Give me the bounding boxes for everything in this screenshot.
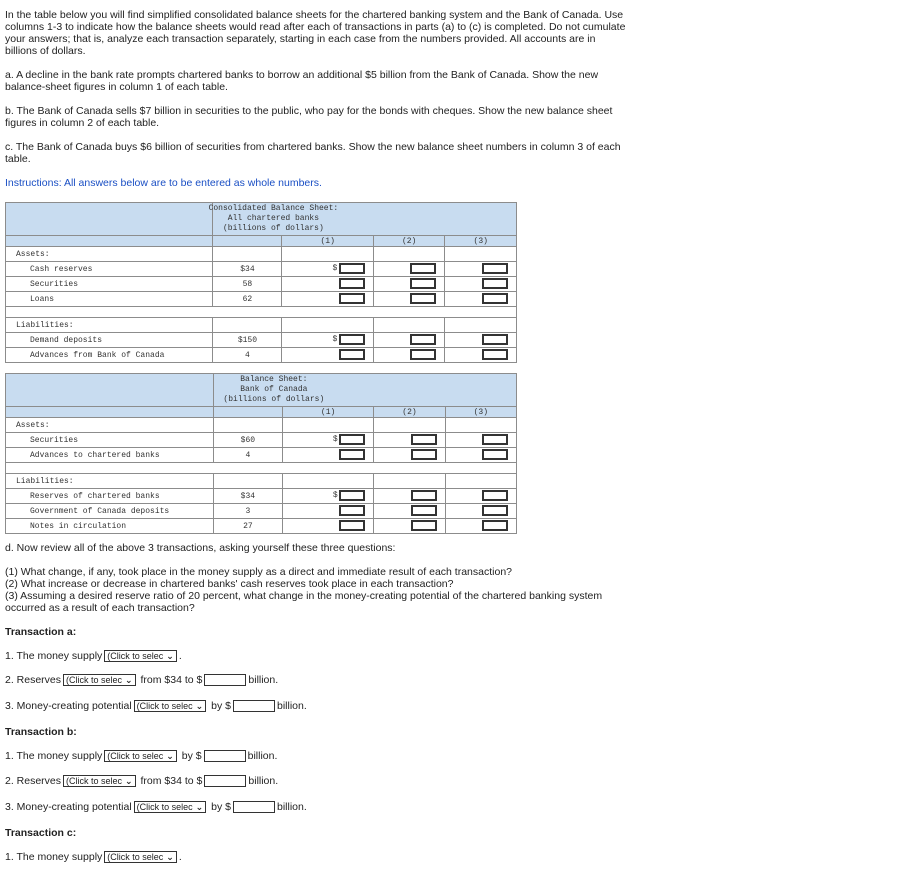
transaction-a-heading: Transaction a: — [5, 626, 77, 638]
table2-units: (billions of dollars) — [223, 395, 325, 404]
row-value: 4 — [213, 348, 282, 363]
table2-subtitle: Bank of Canada — [240, 385, 308, 394]
cash-reserves-col2-input[interactable] — [410, 263, 436, 274]
chevron-down-icon: ⌄ — [166, 852, 174, 863]
select-placeholder: (Click to selec — [66, 776, 123, 787]
assets-label: Assets: — [6, 418, 214, 433]
reserves-amount-input[interactable] — [204, 775, 246, 787]
cash-reserves-col1-input[interactable] — [339, 263, 365, 274]
bank-of-canada-balance-sheet — [5, 373, 517, 534]
securities-col1-input[interactable] — [339, 278, 365, 289]
chevron-down-icon: ⌄ — [125, 776, 133, 787]
table2-title: Balance Sheet: — [240, 375, 308, 384]
row-value: 27 — [213, 519, 282, 534]
billion-label: billion. — [248, 674, 279, 686]
from-label: from $34 to $ — [140, 775, 203, 787]
boc-advances-col2-input[interactable] — [411, 449, 437, 460]
select-placeholder: (Click to selec — [107, 751, 164, 762]
chevron-down-icon: ⌄ — [166, 651, 174, 662]
question-2: (2) What increase or decrease in chartered banks' cash reserves took place in each transaction? — [5, 578, 454, 590]
period: . — [178, 851, 182, 863]
dollar-sign: $ — [332, 264, 338, 273]
row-value: 4 — [213, 448, 282, 463]
billion-label: billion. — [277, 700, 307, 712]
row-label: Notes in circulation — [6, 519, 214, 534]
potential-select[interactable] — [134, 801, 207, 813]
dollar-sign: $ — [332, 435, 338, 444]
loans-col1-input[interactable] — [339, 293, 365, 304]
dollar-sign: $ — [332, 335, 338, 344]
row-label: Government of Canada deposits — [6, 504, 214, 519]
row-value: $34 — [213, 262, 282, 277]
row-value: 3 — [213, 504, 282, 519]
securities-col2-input[interactable] — [410, 278, 436, 289]
reserves-select[interactable] — [63, 775, 136, 787]
chevron-down-icon: ⌄ — [125, 675, 133, 686]
part-b-text: b. The Bank of Canada sells $7 billion in securities to the public, who pay for the bonds with cheques. Show the new balance sheet figures in column 2 of each table. — [5, 105, 613, 129]
part-c-text: c. The Bank of Canada buys $6 billion of securities from chartered banks. Show the new balance sheet numbers in column 3 of each table. — [5, 141, 621, 165]
demand-deposits-col2-input[interactable] — [410, 334, 436, 345]
potential-select[interactable] — [134, 700, 207, 712]
row-value: 62 — [213, 292, 282, 307]
transaction-a-q2 — [5, 673, 278, 687]
select-placeholder: (Click to selec — [66, 675, 123, 686]
boc-securities-col3-input[interactable] — [482, 434, 508, 445]
by-label: by $ — [211, 801, 231, 813]
select-placeholder: (Click to selec — [107, 852, 164, 863]
reserves-label: 2. Reserves — [5, 775, 62, 787]
table1-col2-header: (2) — [373, 236, 445, 247]
table1-units: (billions of dollars) — [222, 224, 324, 233]
demand-deposits-col3-input[interactable] — [482, 334, 508, 345]
reserves-label: 2. Reserves — [5, 674, 62, 686]
billion-label: billion. — [247, 750, 278, 762]
row-value: 58 — [213, 277, 282, 292]
period: . — [178, 650, 182, 662]
money-supply-label: 1. The money supply — [5, 650, 103, 662]
from-label: from $34 to $ — [140, 674, 203, 686]
loans-col2-input[interactable] — [410, 293, 436, 304]
row-label: Reserves of chartered banks — [6, 489, 214, 504]
boc-notes-col2-input[interactable] — [411, 520, 437, 531]
row-label: Advances from Bank of Canada — [6, 348, 213, 363]
liabilities-label: Liabilities: — [6, 474, 214, 489]
transaction-a-q1 — [5, 649, 182, 663]
instructions-text: Instructions: All answers below are to be entered as whole numbers. — [5, 177, 322, 189]
row-value: $34 — [213, 489, 282, 504]
row-label: Securities — [6, 277, 213, 292]
intro-text: In the table below you will find simplified consolidated balance sheets for the chartered banking system and the Bank of Canada. Use columns 1-3 to indicate how the balance sheets would read after each of transactions in parts (a) to (c) is completed. Do not cumulate your answers; that is, analyze each transaction separately, starting in each case from the numbers provided. All accounts are in billions of dollars. — [5, 9, 626, 57]
row-label: Demand deposits — [6, 333, 213, 348]
reserves-amount-input[interactable] — [204, 674, 246, 686]
question-3: (3) Assuming a desired reserve ratio of 20 percent, what change in the money-creating potential of the chartered banking system occurred as a result of each transaction? — [5, 590, 603, 614]
transaction-b-q3 — [5, 800, 307, 814]
row-value: $150 — [213, 333, 282, 348]
boc-advances-col1-input[interactable] — [339, 449, 365, 460]
row-label: Cash reserves — [6, 262, 213, 277]
by-label: by $ — [211, 700, 231, 712]
boc-govdeposits-col3-input[interactable] — [482, 505, 508, 516]
potential-label: 3. Money-creating potential — [5, 700, 132, 712]
table2-col3-header: (3) — [445, 407, 516, 418]
potential-amount-input[interactable] — [233, 700, 275, 712]
part-a-text: a. A decline in the bank rate prompts chartered banks to borrow an additional $5 billion from the Bank of Canada. Show the new balance-sheet figures in column 1 of each table. — [5, 69, 599, 93]
money-supply-select[interactable] — [104, 650, 177, 662]
row-label: Loans — [6, 292, 213, 307]
boc-notes-col1-input[interactable] — [339, 520, 365, 531]
liabilities-label: Liabilities: — [6, 318, 213, 333]
billion-label: billion. — [277, 801, 307, 813]
chevron-down-icon: ⌄ — [195, 802, 204, 813]
transaction-b-q1 — [5, 749, 277, 763]
transaction-c-q1 — [5, 850, 182, 864]
question-1: (1) What change, if any, took place in the money supply as a direct and immediate result of each transaction? — [5, 566, 512, 578]
boc-notes-col3-input[interactable] — [482, 520, 508, 531]
money-supply-label: 1. The money supply — [5, 851, 103, 863]
securities-col3-input[interactable] — [482, 278, 508, 289]
money-supply-amount-input[interactable] — [204, 750, 246, 762]
loans-col3-input[interactable] — [482, 293, 508, 304]
assets-label: Assets: — [6, 247, 213, 262]
billion-label: billion. — [248, 775, 279, 787]
table2-col2-header: (2) — [374, 407, 445, 418]
transaction-a-q3 — [5, 699, 307, 713]
row-value: $60 — [213, 433, 282, 448]
boc-reserves-col1-input[interactable] — [339, 490, 365, 501]
boc-reserves-col3-input[interactable] — [482, 490, 508, 501]
boc-advances-col3-input[interactable] — [482, 449, 508, 460]
money-supply-select[interactable] — [104, 851, 177, 863]
by-label: by $ — [181, 750, 202, 762]
money-supply-select[interactable] — [104, 750, 177, 762]
advances-col2-input[interactable] — [410, 349, 436, 360]
money-supply-label: 1. The money supply — [5, 750, 103, 762]
boc-securities-col1-input[interactable] — [339, 434, 365, 445]
potential-label: 3. Money-creating potential — [5, 801, 132, 813]
boc-securities-col2-input[interactable] — [411, 434, 437, 445]
table1-subtitle: All chartered banks — [227, 214, 319, 223]
chevron-down-icon: ⌄ — [195, 701, 204, 712]
advances-col3-input[interactable] — [482, 349, 508, 360]
row-label: Advances to chartered banks — [6, 448, 214, 463]
transaction-b-heading: Transaction b: — [5, 726, 77, 738]
table2-col1-header: (1) — [282, 407, 373, 418]
table1-title: Consolidated Balance Sheet: — [208, 204, 339, 213]
select-placeholder: (Click to selec — [136, 701, 193, 712]
row-label: Securities — [6, 433, 214, 448]
select-placeholder: (Click to selec — [107, 651, 164, 662]
chevron-down-icon: ⌄ — [166, 751, 174, 762]
transaction-b-q2 — [5, 774, 278, 788]
demand-deposits-col1-input[interactable] — [339, 334, 365, 345]
table1-col3-header: (3) — [445, 236, 517, 247]
table1-col1-header: (1) — [282, 236, 373, 247]
select-placeholder: (Click to selec — [136, 802, 193, 813]
transaction-c-heading: Transaction c: — [5, 827, 77, 839]
boc-govdeposits-col2-input[interactable] — [411, 505, 437, 516]
cash-reserves-col3-input[interactable] — [482, 263, 508, 274]
boc-reserves-col2-input[interactable] — [411, 490, 437, 501]
advances-col1-input[interactable] — [339, 349, 365, 360]
chartered-banks-balance-sheet — [5, 202, 517, 363]
boc-govdeposits-col1-input[interactable] — [339, 505, 365, 516]
potential-amount-input[interactable] — [233, 801, 275, 813]
reserves-select[interactable] — [63, 674, 136, 686]
dollar-sign: $ — [332, 491, 338, 500]
part-d-text: d. Now review all of the above 3 transactions, asking yourself these three questions: — [5, 542, 396, 554]
